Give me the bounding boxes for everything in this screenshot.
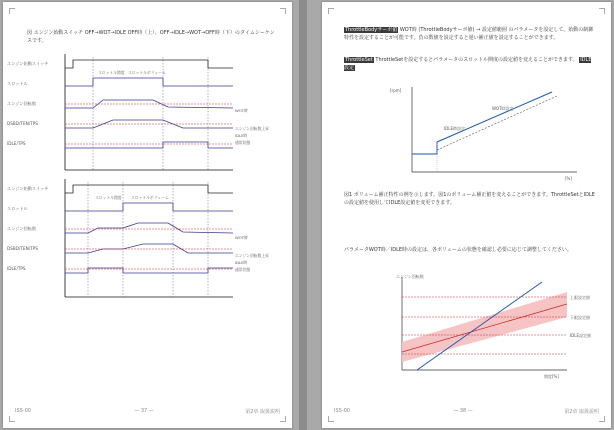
annotation: エンジン回転数上昇 <box>235 253 269 258</box>
x-axis-label: 開度[%] <box>544 374 559 379</box>
paragraph-3: 図1 ボリューム補正特性の例を示します。図1のボリューム補正値を変えることができます。ThrottleSetとIDLEの設定値を使用してIDLE設定値を変更できます。 <box>344 192 595 206</box>
legend-label: IDLE設定値 <box>570 333 592 338</box>
highlight-label: ThrottleBodyサーボ値 <box>345 27 398 33</box>
crop-mark <box>280 8 286 14</box>
annotation: スロットルボリューム <box>128 70 166 75</box>
footer-chapter: 第2章 取扱説明 <box>245 409 280 415</box>
y-axis-label: エンジン回転数 <box>396 274 424 279</box>
timing-chart-top <box>3 52 292 172</box>
paragraph-4: パラメータWOT時／IDLE時の設定は、各ボリュームの状態を確認し必要に応じて調整してください。 <box>344 247 572 253</box>
page-divider <box>299 0 307 430</box>
legend-label: 下限設定値 <box>570 315 590 320</box>
paragraph-text: ThrottleSetを設定するとパラメータのスロットル開度の設定値を変えることができます。 <box>375 57 578 63</box>
x-axis-label: [%] <box>565 176 572 181</box>
legend-label: 上限設定値 <box>570 295 590 300</box>
paragraph-1 <box>344 27 596 42</box>
annotation: WOT時 <box>235 108 248 113</box>
annotation: スロットルボリューム <box>131 195 169 200</box>
annotation: WOT時 <box>235 235 248 240</box>
footer-chapter: 第2章 取扱説明 <box>564 409 599 415</box>
paragraph-text: WOT時 (ThrottleBodyサーボ値) → 設定値範囲 のパラメータを設定して、始動の制御特性を設定することが可能です。負の数値を設定すると遅い補正値を設定することができます。 <box>344 27 594 41</box>
highlight-label: ThrottleSet <box>345 57 373 63</box>
footer-doc-id: ISS-00 <box>334 408 350 414</box>
footer-page-number: — 38 — <box>453 408 473 414</box>
page-footer <box>334 408 599 418</box>
intro-text: 図 エンジン始動スイッチ OFF→WOT→IDLE OFF時（上）、OFF→IDLE→WOT→OFF時（下）のタイムシーケンスです。 <box>27 30 275 44</box>
characteristic-chart <box>382 82 582 182</box>
footer-page-number: — 37 — <box>134 408 154 414</box>
annotation: 通常状態 <box>235 267 251 272</box>
signal-label: DSBD/TEN/TPS <box>7 246 38 251</box>
signal-label: エンジン回転数 <box>7 226 37 231</box>
signal-label: エンジン回転数 <box>7 101 37 106</box>
crop-mark <box>328 8 334 14</box>
crop-mark <box>599 8 605 14</box>
annotation: 通常状態 <box>235 140 251 145</box>
signal-label: エンジン始動スイッチ <box>7 186 49 191</box>
signal-label: スロットル <box>7 81 28 86</box>
paragraph-2 <box>344 57 596 72</box>
annotation: エンジン回転数上昇 <box>235 126 269 131</box>
annotation: IDLE時 <box>235 260 248 265</box>
footer-doc-id: ISS-00 <box>15 408 31 414</box>
band-chart <box>362 272 602 382</box>
series-label: WOT時設定 <box>492 106 514 111</box>
crop-mark <box>599 416 605 422</box>
signal-label: IDLE/TPS <box>7 141 26 146</box>
page-footer <box>15 408 280 418</box>
signal-label: エンジン始動スイッチ <box>7 61 49 66</box>
y-axis-label: [rpm] <box>390 88 402 93</box>
signal-label: IDLE/TPS <box>7 266 26 271</box>
crop-mark <box>280 416 286 422</box>
right-page <box>322 2 611 428</box>
annotation: スロットル開度 <box>95 195 122 200</box>
signal-label: DSBD/TEN/TPS <box>7 121 38 126</box>
highlight-label: IDLE設定 <box>344 57 592 71</box>
annotation: IDLE時 <box>235 133 248 138</box>
crop-mark <box>9 8 15 14</box>
signal-label: スロットル <box>7 206 28 211</box>
annotation: スロットル開度 <box>98 70 125 75</box>
timing-chart-bottom <box>3 177 292 302</box>
left-page <box>3 2 292 428</box>
series-label: IDLE時設定 <box>444 126 466 131</box>
